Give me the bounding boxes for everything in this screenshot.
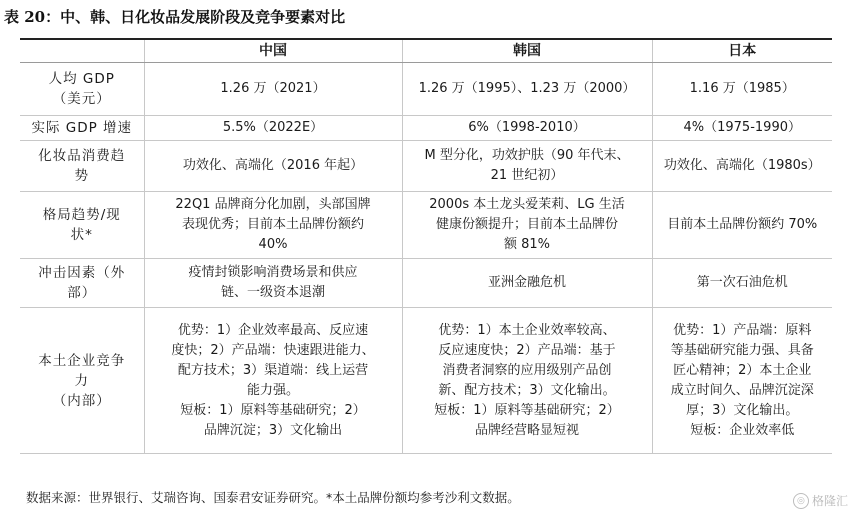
cell-line: 优势：1）企业效率最高、反应速 bbox=[177, 322, 369, 338]
cell-line: 功效化、高端化（1980s） bbox=[663, 158, 821, 173]
header-blank bbox=[20, 40, 144, 63]
cell-korea bbox=[402, 63, 652, 116]
cell-line: 格局趋势/现 bbox=[42, 207, 121, 223]
row-label bbox=[20, 116, 144, 141]
cell-china bbox=[144, 259, 402, 308]
cell-korea bbox=[402, 116, 652, 141]
cell-line: 1.16 万（1985） bbox=[689, 81, 795, 96]
watermark bbox=[793, 492, 848, 509]
cell-line: 新、配方技术；3）文化输出。 bbox=[438, 382, 616, 398]
header-japan: 日本 bbox=[652, 40, 832, 63]
table-row bbox=[20, 192, 832, 259]
cell-line: M 型分化，功效护肤（90 年代末、 bbox=[424, 148, 630, 163]
cell-line: 部） bbox=[67, 285, 97, 301]
cell-line: 本土企业竞争 bbox=[38, 352, 126, 369]
watermark-text: 格隆汇 bbox=[811, 494, 848, 508]
cell-japan bbox=[652, 63, 832, 116]
cell-line: 等基础研究能力强、具备 bbox=[670, 342, 814, 358]
cell-korea bbox=[402, 259, 652, 308]
cell-line: （内部） bbox=[52, 392, 111, 409]
cell-line: 疫情封锁影响消费场景和供应 bbox=[188, 265, 358, 280]
cell-japan bbox=[652, 141, 832, 192]
cell-line: 短板：企业效率低 bbox=[690, 422, 795, 438]
cell-china bbox=[144, 116, 402, 141]
cell-line: 22Q1 品牌商分化加剧，头部国牌 bbox=[175, 197, 371, 212]
cell-line: 厚；3）文化输出。 bbox=[686, 402, 799, 418]
cell-china bbox=[144, 192, 402, 259]
cell-line: 反应速度快；2）产品端：基于 bbox=[438, 342, 616, 358]
cell-line: 40% bbox=[258, 237, 288, 252]
cell-line: 5.5%（2022E） bbox=[222, 120, 324, 135]
cell-china bbox=[144, 141, 402, 192]
cell-line: 优势：1）本土企业效率较高、 bbox=[438, 322, 616, 338]
header-korea: 韩国 bbox=[402, 40, 652, 63]
cell-japan bbox=[652, 308, 832, 454]
cell-line: 力 bbox=[74, 372, 89, 389]
table-title: 表 20：中、韩、日化妆品发展阶段及竞争要素对比 bbox=[4, 8, 346, 26]
cell-japan bbox=[652, 259, 832, 308]
cell-line: 状* bbox=[70, 227, 93, 243]
row-label bbox=[20, 141, 144, 192]
table-row bbox=[20, 308, 832, 454]
cell-line: 优势：1）产品端：原料 bbox=[673, 322, 812, 338]
cell-line: 势 bbox=[74, 168, 89, 184]
cell-line: 21 世纪初） bbox=[490, 168, 564, 183]
header-china: 中国 bbox=[144, 40, 402, 63]
header-row bbox=[20, 40, 832, 63]
cell-china bbox=[144, 63, 402, 116]
cell-line: 1.26 万（2021） bbox=[220, 81, 326, 96]
cell-line: 化妆品消费趋 bbox=[38, 148, 126, 164]
cell-line: 链、一级资本退潮 bbox=[220, 285, 325, 300]
row-label bbox=[20, 63, 144, 116]
cell-line: 4%（1975-1990） bbox=[683, 120, 801, 135]
row-label bbox=[20, 259, 144, 308]
cell-line: 匠心精神；2）本土企业 bbox=[673, 362, 812, 378]
cell-line: 品牌经营略显短视 bbox=[474, 422, 579, 438]
cell-line: 2000s 本土龙头爱茉莉、LG 生活 bbox=[429, 197, 625, 212]
watermark-logo-icon: ◎ bbox=[793, 493, 809, 509]
cell-line: 亚洲金融危机 bbox=[487, 275, 566, 290]
row-label bbox=[20, 192, 144, 259]
cell-line: 表现优秀；目前本土品牌份额约 bbox=[181, 217, 364, 232]
cell-line: 短板：1）原料等基础研究；2） bbox=[180, 402, 366, 418]
source-note: 数据来源：世界银行、艾瑞咨询、国泰君安证券研究。*本土品牌份额均参考沙利文数据。 bbox=[26, 490, 520, 505]
cell-line: 6%（1998-2010） bbox=[468, 120, 586, 135]
table-row bbox=[20, 141, 832, 192]
cell-line: 短板：1）原料等基础研究；2） bbox=[434, 402, 620, 418]
cell-line: 冲击因素（外 bbox=[38, 265, 126, 281]
cell-china bbox=[144, 308, 402, 454]
comparison-table bbox=[20, 40, 832, 454]
cell-korea bbox=[402, 141, 652, 192]
cell-line: 功效化、高端化（2016 年起） bbox=[182, 158, 364, 173]
cell-line: 品牌沉淀；3）文化输出 bbox=[203, 422, 343, 438]
table-row bbox=[20, 259, 832, 308]
table-row bbox=[20, 116, 832, 141]
cell-korea bbox=[402, 192, 652, 259]
cell-line: 配方技术；3）渠道端：线上运营 bbox=[177, 362, 369, 378]
table-row bbox=[20, 63, 832, 116]
cell-line: 度快；2）产品端：快速跟进能力、 bbox=[171, 342, 375, 358]
cell-line: 实际 GDP 增速 bbox=[31, 120, 133, 136]
cell-line: 第一次石油危机 bbox=[696, 275, 788, 290]
cell-line: 能力强。 bbox=[246, 382, 299, 398]
cell-japan bbox=[652, 192, 832, 259]
cell-korea bbox=[402, 308, 652, 454]
cell-line: 消费者洞察的应用级别产品创 bbox=[442, 362, 612, 378]
cell-line: 目前本土品牌份额约 70% bbox=[667, 217, 818, 232]
cell-line: 1.26 万（1995）、1.23 万（2000） bbox=[418, 81, 636, 96]
cell-japan bbox=[652, 116, 832, 141]
cell-line: 人均 GDP bbox=[48, 71, 115, 87]
cell-line: （美元） bbox=[52, 91, 111, 107]
cell-line: 健康份额提升；目前本土品牌份 bbox=[435, 217, 618, 232]
cell-line: 额 81% bbox=[503, 237, 551, 252]
cell-line: 成立时间久、品牌沉淀深 bbox=[670, 382, 814, 398]
row-label bbox=[20, 308, 144, 454]
